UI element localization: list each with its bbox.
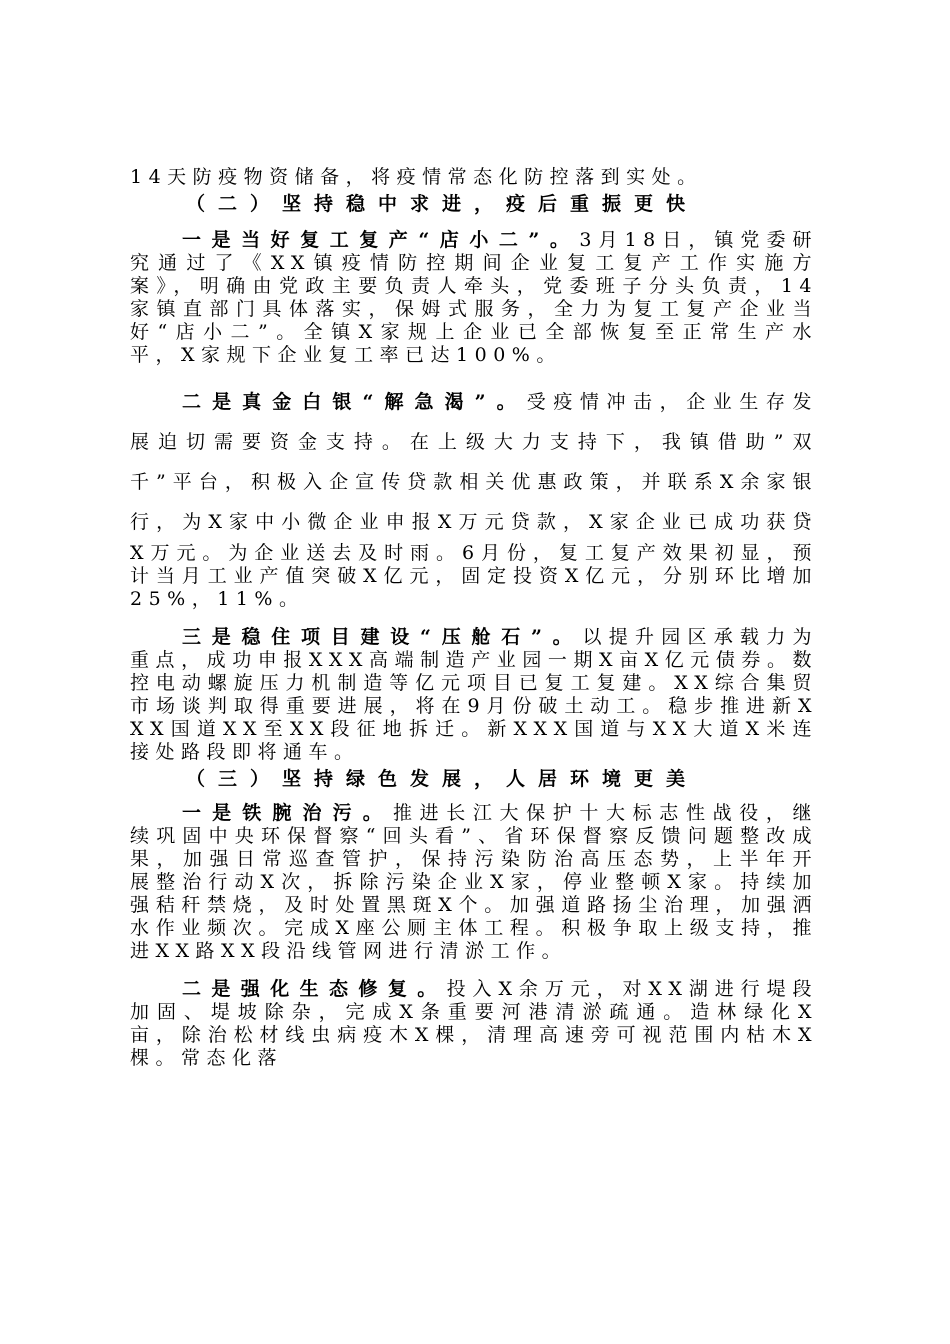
paragraph-continuation: 14天防疫物资储备，将疫情常态化防控落到实处。: [130, 166, 703, 188]
paragraph-2: [130, 382, 818, 611]
paragraph-2-body-a: 受疫情冲击，企业生存发展迫切需要资金支持。在上级大力支持下，我镇借助”双千”平台，积极入企宣传贷款相关优惠政策，并联系X余家银行，: [130, 391, 818, 533]
paragraph-3-body: 以提升园区承载力为重点，成功申报XXX高端制造产业园一期X亩X亿元债券。数控电动螺旋压力机制造等亿元项目已复工复建。XX综合集贸市场谈判取得重要进展，将在9月份破土动工。稳步推进新XXX国道XX至XX段征地拆迁。新XXX国道与XX大道X米连接处路段即将通车。: [130, 626, 818, 763]
paragraph-1-body: 3月18日，镇党委研究通过了《XX镇疫情防控期间企业复工复产工作实施方案》，明确由党政主要负责人牵头，党委班子分头负责，14家镇直部门具体落实，保姆式服务，全力为复工复产企业当好“店小二”。全镇X家规上企业已全部恢复至正常生产水平，X家规下企业复工率已达100%。: [130, 229, 819, 366]
paragraph-4-body: 推进长江大保护十大标志性战役，继续巩固中央环保督察“回头看”、省环保督察反馈问题整改成果，加强日常巡查管护，保持污染防治高压态势，上半年开展整治行动X次，拆除污染企业X家，停业整顿X家。持续加强秸秆禁烧，及时处置黑斑X个。加强道路扬尘治理，加强洒水作业频次。完成X座公厕主体工程。积极争取上级支持，推进XX路XX段沿线管网进行清淤工作。: [130, 802, 818, 962]
section-heading-2: （二）坚持稳中求进，疫后重振更快: [186, 193, 699, 215]
paragraph-1: [130, 229, 818, 367]
paragraph-5-lead: 二是强化生态修复。: [182, 978, 447, 1000]
paragraph-1-lead: 一是当好复工复产“店小二”。: [182, 229, 580, 251]
document-page: [130, 166, 818, 1070]
paragraph-3-lead: 三是稳住项目建设“压舱石”。: [182, 626, 583, 648]
paragraph-3: [130, 626, 818, 764]
paragraph-2-body-b: 为X家中小微企业申报X万元贷款，X家企业已成功获贷X万元。为企业送去及时雨。6月份，复工复产效果初显，预计当月工业产值突破X亿元，固定投资X亿元，分别环比增加25%，11%。: [130, 511, 818, 610]
paragraph-2-lead: 二是真金白银“解急渴”。: [182, 391, 527, 413]
paragraph-4: [130, 802, 818, 963]
paragraph-4-lead: 一是铁腕治污。: [182, 802, 393, 824]
section-heading-3: （三）坚持绿色发展，人居环境更美: [186, 768, 699, 790]
paragraph-5-body: 投入X余万元，对XX湖进行堤段加固、堤坡除杂，完成X条重要河港清淤疏通。造林绿化X亩，除治松材线虫病疫木X棵，清理高速旁可视范围内枯木X棵。常态化落: [130, 978, 818, 1069]
paragraph-5: [130, 978, 818, 1070]
